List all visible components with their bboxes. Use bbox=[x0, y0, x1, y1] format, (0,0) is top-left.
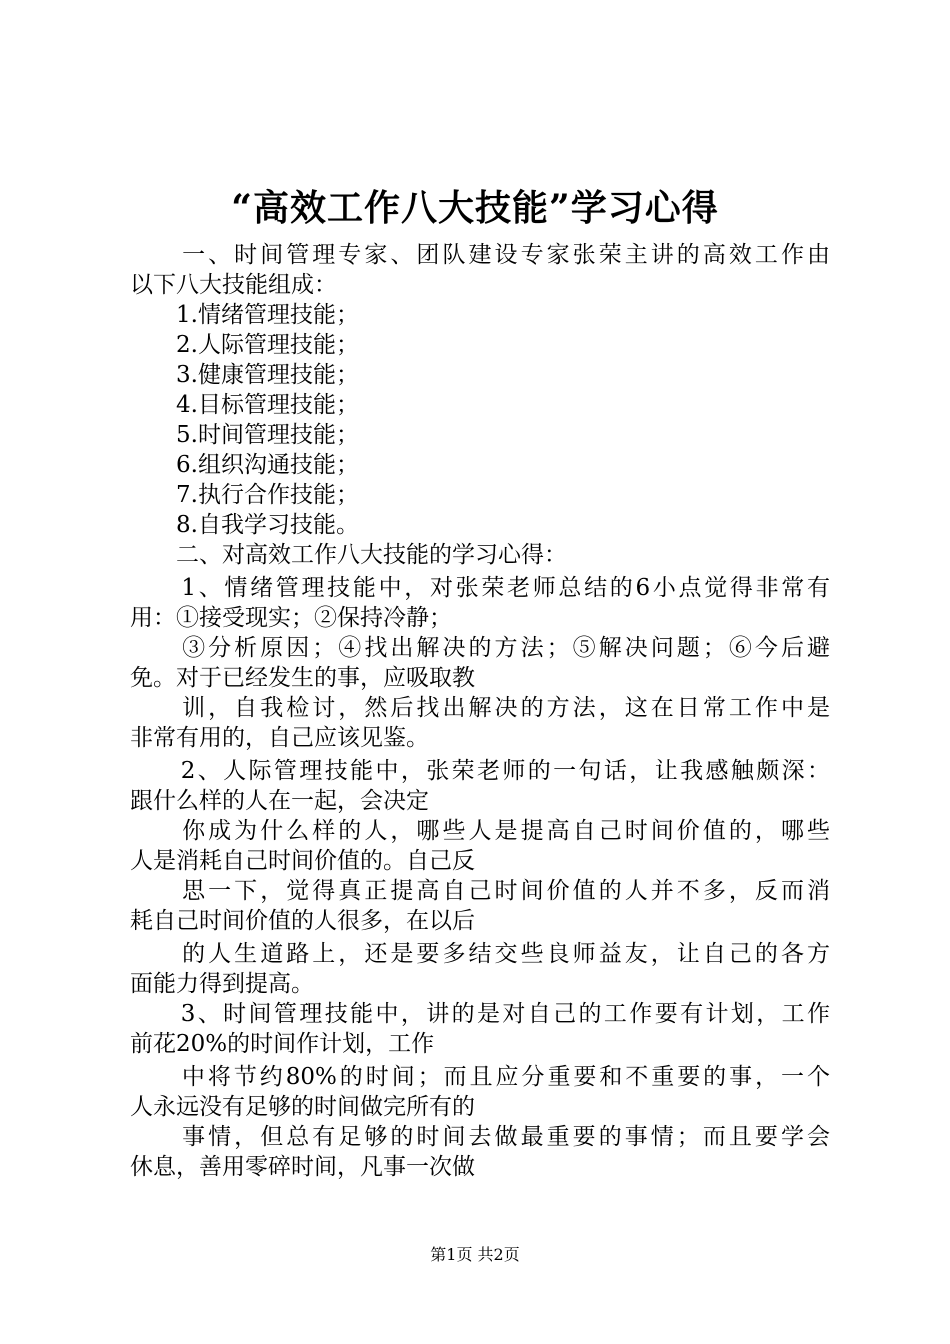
body-line: ③分析原因；④找出解决的方法；⑤解决问题；⑥今后避 bbox=[130, 635, 830, 661]
page-indicator: 第1页 共2页 bbox=[430, 1245, 520, 1264]
body-line: 非常有用的，自己应该见鉴。 bbox=[130, 725, 429, 751]
body-line: 跟什么样的人在一起，会决定 bbox=[130, 788, 429, 814]
body-line: 2.人际管理技能； bbox=[130, 332, 359, 358]
body-line: 面能力得到提高。 bbox=[130, 971, 314, 997]
body-line: 训，自我检讨，然后找出解决的方法，这在日常工作中是 bbox=[130, 695, 830, 721]
body-line: 3.健康管理技能； bbox=[130, 362, 359, 388]
body-line: 1、情绪管理技能中，对张荣老师总结的6小点觉得非常有 bbox=[130, 575, 830, 601]
body-line: 以下八大技能组成： bbox=[130, 272, 337, 298]
body-line: 的人生道路上，还是要多结交些良师益友，让自己的各方 bbox=[130, 941, 830, 967]
document-title: “高效工作八大技能”学习心得 bbox=[231, 187, 719, 229]
body-line: 思一下，觉得真正提高自己时间价值的人并不多，反而消 bbox=[130, 878, 830, 904]
body-line: 用：①接受现实；②保持冷静； bbox=[130, 605, 452, 631]
body-line: 人永远没有足够的时间做完所有的 bbox=[130, 1094, 475, 1120]
body-line: 事情，但总有足够的时间去做最重要的事情；而且要学会 bbox=[130, 1124, 830, 1150]
body-line: 7.执行合作技能； bbox=[130, 482, 359, 508]
body-line: 耗自己时间价值的人很多，在以后 bbox=[130, 908, 475, 934]
body-line: 二、对高效工作八大技能的学习心得： bbox=[130, 542, 567, 568]
body-line: 8.自我学习技能。 bbox=[130, 512, 359, 538]
body-line: 2、人际管理技能中，张荣老师的一句话，让我感触颇深： bbox=[130, 758, 830, 784]
body-line: 休息，善用零碎时间，凡事一次做 bbox=[130, 1154, 475, 1180]
body-line: 人是消耗自己时间价值的。自己反 bbox=[130, 848, 475, 874]
body-line: 你成为什么样的人，哪些人是提高自己时间价值的，哪些 bbox=[130, 818, 830, 844]
body-line: 5.时间管理技能； bbox=[130, 422, 359, 448]
body-line: 一、时间管理专家、团队建设专家张荣主讲的高效工作由 bbox=[130, 242, 830, 268]
body-line: 中将节约80%的时间；而且应分重要和不重要的事，一个 bbox=[130, 1064, 830, 1090]
body-line: 4.目标管理技能； bbox=[130, 392, 359, 418]
body-line: 前花20%的时间作计划，工作 bbox=[130, 1031, 435, 1057]
body-line: 3、时间管理技能中，讲的是对自己的工作要有计划，工作 bbox=[130, 1001, 830, 1027]
body-line: 免。对于已经发生的事，应吸取教 bbox=[130, 665, 475, 691]
body-line: 1.情绪管理技能； bbox=[130, 302, 359, 328]
body-line: 6.组织沟通技能； bbox=[130, 452, 359, 478]
